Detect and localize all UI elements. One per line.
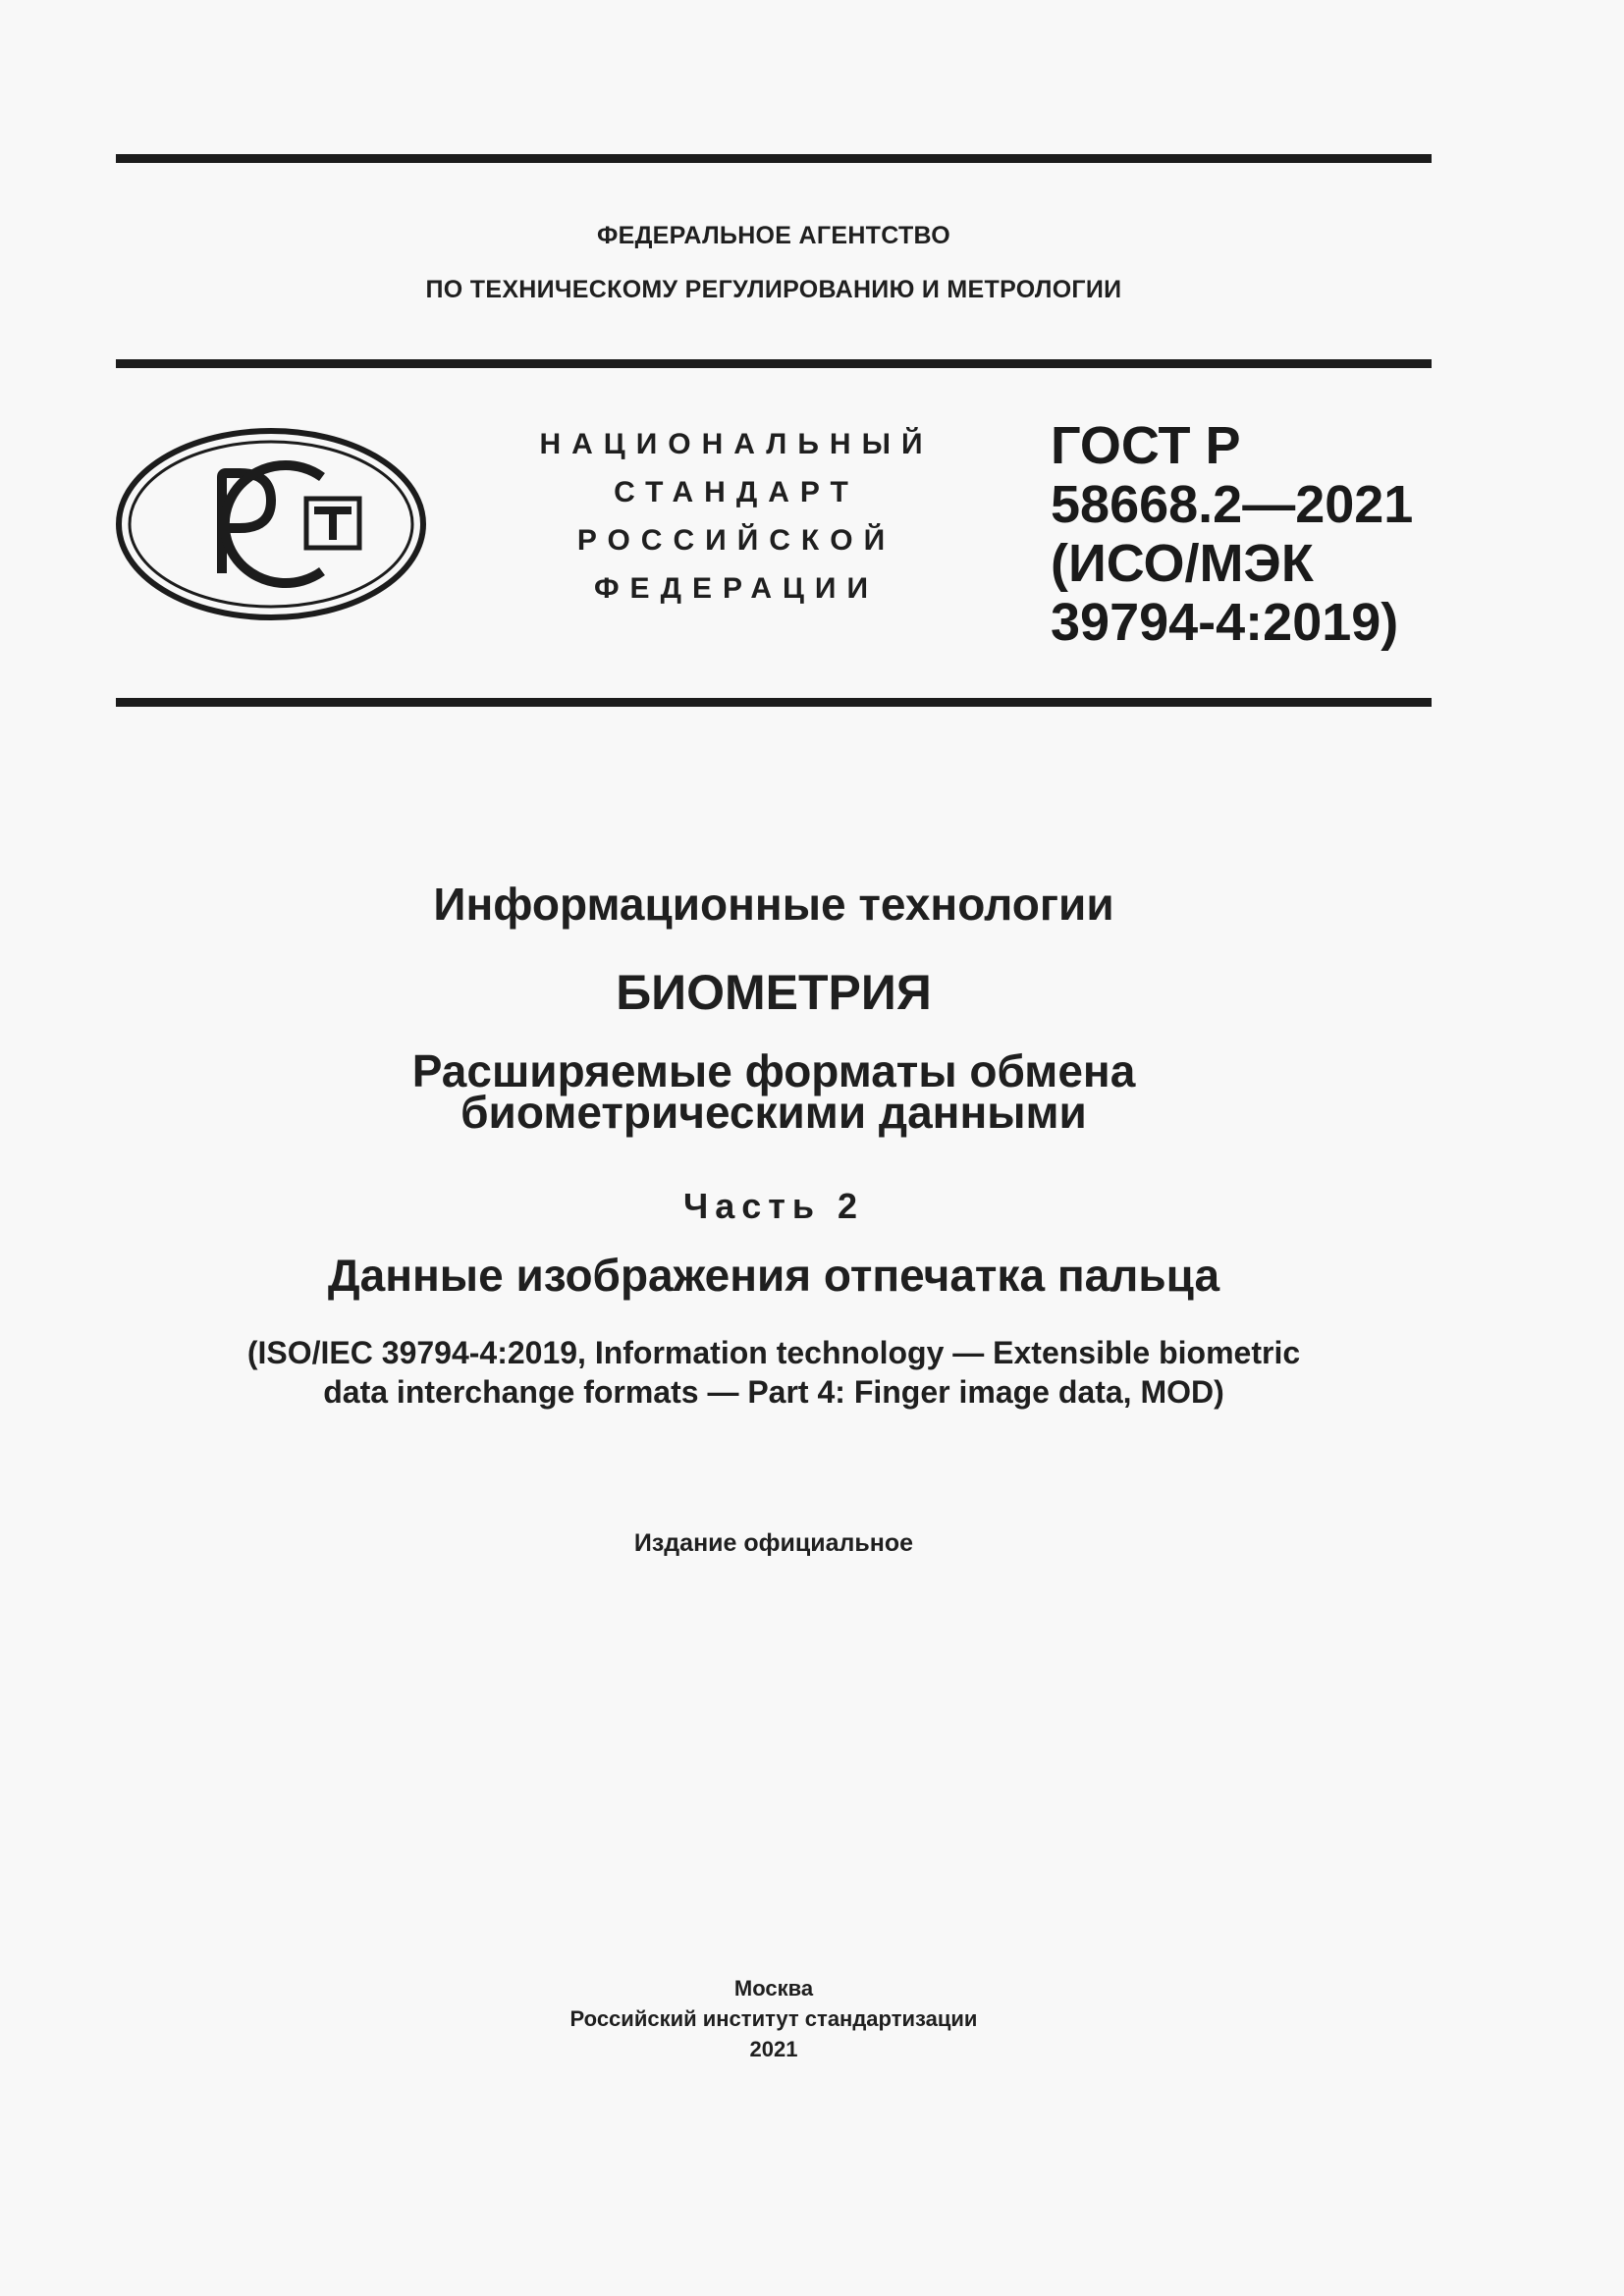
document-subject: БИОМЕТРИЯ (616, 965, 932, 1020)
standard-designation (1051, 416, 1413, 652)
national-standard-label (511, 420, 962, 613)
part-number: Часть 2 (682, 1186, 865, 1226)
document-field: Информационные технологии (433, 879, 1114, 930)
designation-line-2: 58668.2—2021 (1051, 475, 1414, 534)
iso-reference-line-2: data interchange formats — Part 4: Finger image data, MOD) (323, 1374, 1224, 1410)
designation-line-1: ГОСТ Р (1051, 416, 1241, 475)
imprint-city: Москва (733, 1976, 814, 2001)
series-line-1: Расширяемые форматы обмена (411, 1045, 1136, 1096)
top-rule (116, 154, 1432, 163)
national-standard-line-2: СТАНДАРТ (614, 476, 859, 508)
imprint-publisher: Российский институт стандартизации (569, 2006, 978, 2031)
title-block-rule (116, 698, 1432, 707)
edition-label: Издание официальное (633, 1529, 914, 1557)
national-standard-line-4: ФЕДЕРАЦИИ (593, 572, 880, 605)
header-rule (116, 359, 1432, 368)
iso-reference-line-1: (ISO/IEC 39794-4:2019, Information technology — Extensible biometric (246, 1335, 1301, 1370)
imprint (116, 1973, 1432, 2064)
national-standard-line-1: НАЦИОНАЛЬНЫЙ (539, 428, 934, 460)
series-line-2: биометрическими данными (460, 1087, 1087, 1138)
national-standard-line-3: РОССИЙСКОЙ (576, 524, 896, 557)
designation-line-4: 39794-4:2019) (1051, 593, 1399, 652)
agency-line-1: ФЕДЕРАЛЬНОЕ АГЕНТСТВО (596, 222, 951, 249)
agency-line-2: ПО ТЕХНИЧЕСКОМУ РЕГУЛИРОВАНИЮ И МЕТРОЛОГИИ (425, 276, 1122, 303)
rst-gost-logo (114, 426, 428, 622)
imprint-year: 2021 (749, 2037, 798, 2061)
designation-line-3: (ИСО/МЭК (1051, 534, 1314, 593)
iso-reference (116, 1333, 1432, 1412)
document-series (116, 1045, 1432, 1138)
part-title: Данные изображения отпечатка пальца (327, 1250, 1220, 1301)
